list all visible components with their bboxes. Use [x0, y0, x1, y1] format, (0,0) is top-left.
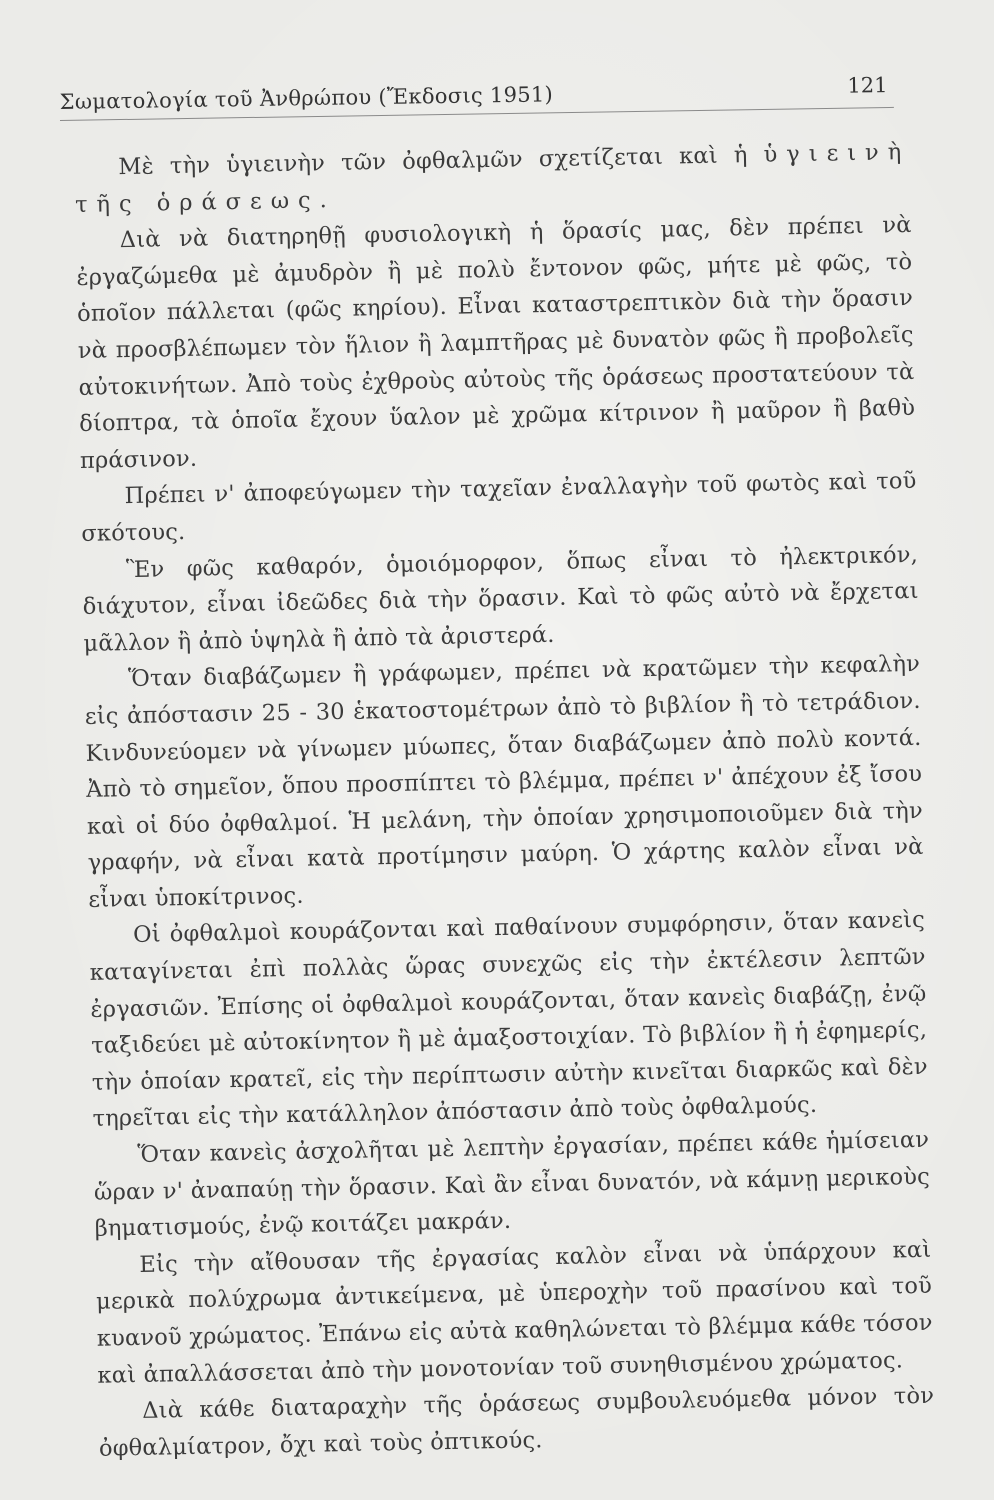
paragraph-1-text: Μὲ τὴν ὑγιεινὴν τῶν ὀφθαλμῶν σχετίζεται καὶ ἡ [118, 141, 764, 181]
paragraph-6: Οἱ ὀφθαλμοὶ κουράζονται καὶ παθαίνουν συμφόρησιν, ὅταν κανεὶς καταγίνεται ἐπὶ πολλὰς ὥρας συνεχῶς εἰς τὴν ἐκτέλεσιν λεπτῶν ἐργασιῶν. Ἐπίσης οἱ ὀφθαλμοὶ κουράζονται, ὅταν κανεὶς διαβάζῃ, ἐνῷ ταξιδεύει μὲ αὐτοκίνητον ἢ μὲ ἁμαξοστοιχίαν. Τὸ βιβλίον ἢ ἡ ἐφημερίς, τὴν ὁποίαν κρατεῖ, εἰς τὴν περίπτωσιν αὐτὴν κινεῖται διαρκῶς καὶ δὲν τηρεῖται εἰς τὴν κατάλληλον ἀπόστασιν ἀπὸ τοὺς ὀφθαλμούς. [89, 907, 929, 1133]
page-number: 121 [847, 72, 888, 98]
paragraph-9: Διὰ κάθε διαταραχὴν τῆς ὁράσεως συμβουλευόμεθα μόνον τὸν ὀφθαλμίατρον, ὄχι καὶ τοὺς ὀπτικούς. [98, 1382, 935, 1462]
running-title: Σωματολογία τοῦ Ἀνθρώπου (Ἔκδοσις 1951) [59, 82, 554, 115]
running-header [59, 69, 894, 121]
paragraph-1-emphasis: ὑγιεινὴ τῆς ὁράσεως. [74, 138, 911, 218]
paragraph-5: Ὅταν διαβάζωμεν ἢ γράφωμεν, πρέπει νὰ κρατῶμεν τὴν κεφαλὴν εἰς ἀπόστασιν 25 - 30 ἑκατοστομέτρων ἀπὸ τὸ βιβλίον ἢ τὸ τετράδιον. Κινδυνεύομεν νὰ γίνωμεν μύωπες, ὅταν διαβάζωμεν ἀπὸ πολὺ κοντά. Ἀπὸ τὸ σημεῖον, ὅπου προσπίπτει τὸ βλέμμα, πρέπει ν' ἀπέχουν ἐξ ἴσου καὶ οἱ δύο ὀφθαλμοί. Ἡ μελάνη, τὴν ὁποίαν χρησιμοποιοῦμεν διὰ τὴν γραφήν, νὰ εἶναι κατὰ προτίμησιν μαύρη. Ὁ χάρτης καλὸν εἶναι νὰ εἶναι ὑποκίτρινος. [84, 651, 924, 913]
paragraph-7: Ὅταν κανεὶς ἀσχολῆται μὲ λεπτὴν ἐργασίαν, πρέπει κάθε ἡμίσειαν ὥραν ν' ἀναπαύῃ τὴν ὅρασιν. Καὶ ἂν εἶναι δυνατόν, νὰ κάμνῃ μερικοὺς βηματισμούς, ἐνῷ κοιτάζει μακράν. [93, 1126, 931, 1243]
paragraph-4: Ἓν φῶς καθαρόν, ὁμοιόμορφον, ὅπως εἶναι τὸ ἠλεκτρικόν, διάχυτον, εἶναι ἰδεῶδες διὰ τὴν ὅρασιν. Καὶ τὸ φῶς αὐτὸ νὰ ἔρχεται μᾶλλον ἢ ἀπὸ ὑψηλὰ ἢ ἀπὸ τὰ ἀριστερά. [82, 541, 919, 657]
paragraph-2: Διὰ νὰ διατηρηθῇ φυσιολογικὴ ἡ ὅρασίς μας, δὲν πρέπει νὰ ἐργαζώμεθα μὲ ἀμυδρὸν ἢ μὲ πολὺ ἔντονον φῶς, μήτε μὲ φῶς, τὸ ὁποῖον πάλλεται (φῶς κηρίου). Εἶναι καταστρεπτικὸν διὰ τὴν ὅρασιν νὰ προσβλέπωμεν τὸν ἥλιον ἢ λαμπτῆρας μὲ δυνατὸν φῶς ἢ προβολεῖς αὐτοκινήτων. Ἀπὸ τοὺς ἐχθροὺς αὐτοὺς τῆς ὁράσεως προστατεύουν τὰ δίοπτρα, τὰ ὁποῖα ἔχουν ὕαλον μὲ χρῶμα κίτρινον ἢ μαῦρον ἢ βαθὺ πράσινον. [76, 212, 916, 474]
body-text [74, 134, 935, 1467]
paragraph-8: Εἰς τὴν αἴθουσαν τῆς ἐργασίας καλὸν εἶναι νὰ ὑπάρχουν καὶ μερικὰ πολύχρωμα ἀντικείμενα, μὲ ὑπεροχὴν τοῦ πρασίνου καὶ τοῦ κυανοῦ χρώματος. Ἐπάνω εἰς αὐτὰ καθηλώνεται τὸ βλέμμα κάθε τόσον καὶ ἀπαλλάσσεται ἀπὸ τὴν μονοτονίαν τοῦ συνηθισμένου χρώματος. [95, 1236, 933, 1389]
paragraph-3: Πρέπει ν' ἀποφεύγωμεν τὴν ταχεῖαν ἐναλλαγὴν τοῦ φωτὸς καὶ τοῦ σκότους. [81, 468, 917, 547]
